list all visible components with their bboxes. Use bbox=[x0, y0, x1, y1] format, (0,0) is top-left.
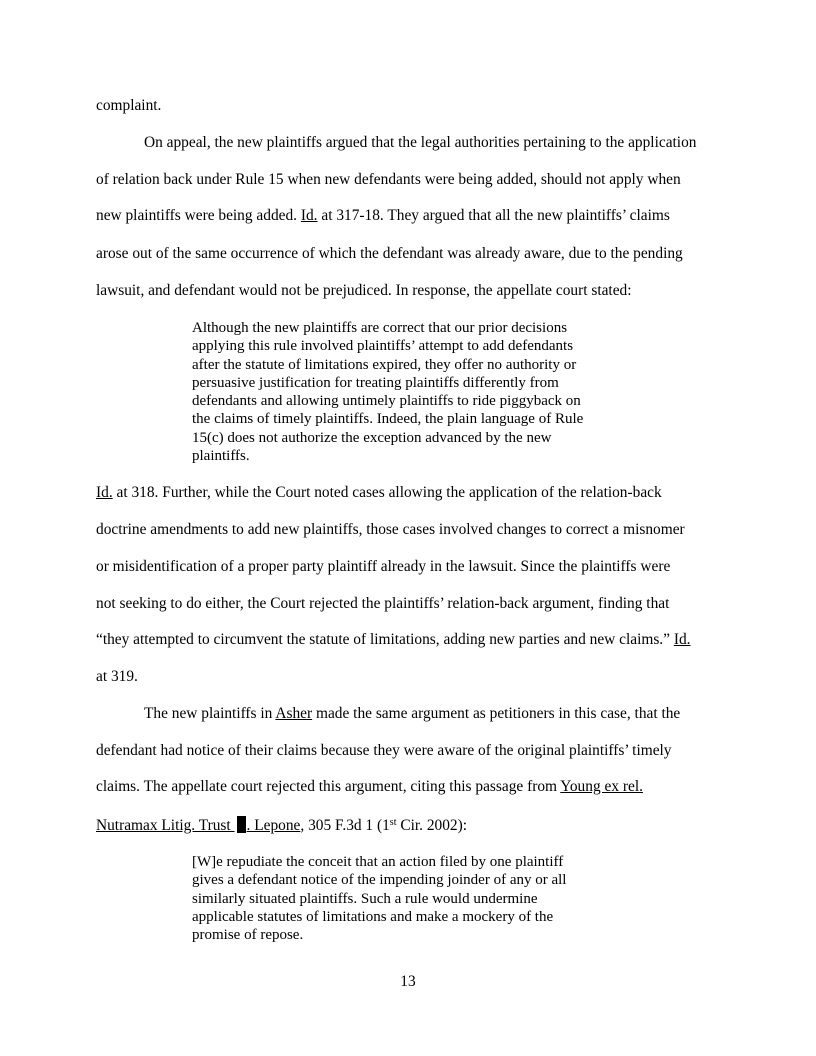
body-line bbox=[96, 282, 632, 300]
quote-line: persuasive justification for treating plaintiffs differently from bbox=[192, 374, 559, 391]
body-line bbox=[96, 558, 670, 576]
text: defendant had notice of their claims because they were aware of the original plaintiffs’ timely bbox=[96, 742, 672, 759]
body-line bbox=[96, 484, 662, 502]
body-line bbox=[96, 778, 643, 796]
body-line bbox=[96, 631, 691, 649]
text: lawsuit, and defendant would not be prejudiced. In response, the appellate court stated: bbox=[96, 282, 632, 299]
text: arose out of the same occurrence of which the defendant was already aware, due to the pending bbox=[96, 245, 683, 262]
quote-line: applying this rule involved plaintiffs’ attempt to add defendants bbox=[192, 338, 574, 355]
text: doctrine amendments to add new plaintiffs, those cases involved changes to correct a misnomer bbox=[96, 521, 685, 538]
quote-line: defendants and allowing untimely plaintiffs to ride piggyback on bbox=[192, 393, 581, 410]
quote-line: after the statute of limitations expired, they offer no authority or bbox=[192, 356, 577, 373]
quote-line: applicable statutes of limitations and make a mockery of the bbox=[192, 908, 554, 925]
quote-line: promise of repose. bbox=[192, 927, 304, 944]
text: at 319. bbox=[96, 668, 138, 685]
text: not seeking to do either, the Court rejected the plaintiffs’ relation-back argument, finding that bbox=[96, 595, 670, 612]
text: “they attempted to circumvent the statute of limitations, adding new parties and new claims.” bbox=[96, 631, 674, 648]
quote-line: 15(c) does not authorize the exception advanced by the new bbox=[192, 429, 552, 446]
quote-line: the claims of timely plaintiffs. Indeed, the plain language of Rule bbox=[192, 411, 584, 428]
body-line bbox=[96, 668, 138, 686]
body-line bbox=[96, 521, 685, 539]
quote-line: gives a defendant notice of the impending joinder of any or all bbox=[192, 872, 567, 889]
text: , 305 F.3d 1 (1 bbox=[300, 817, 390, 834]
citation-id: Id. bbox=[673, 631, 691, 648]
text: at 318. Further, while the Court noted cases allowing the application of the relation-back bbox=[112, 484, 662, 501]
redaction-block bbox=[237, 816, 246, 833]
case-name: Young ex rel. bbox=[560, 778, 643, 795]
body-line bbox=[144, 134, 696, 152]
text: Cir. 2002): bbox=[396, 817, 468, 834]
superscript: st bbox=[389, 817, 397, 828]
case-name: . Lepone bbox=[246, 817, 301, 834]
block-quote-1 bbox=[192, 319, 583, 465]
text: of relation back under Rule 15 when new defendants were being added, should not apply when bbox=[96, 171, 681, 188]
text: at 317-18. They argued that all the new plaintiffs’ claims bbox=[317, 207, 670, 224]
case-name: Nutramax Litig. Trust bbox=[96, 817, 235, 834]
block-quote-2 bbox=[192, 853, 566, 944]
body-line bbox=[96, 207, 670, 225]
text: new plaintiffs were being added. bbox=[96, 207, 301, 224]
body-line bbox=[96, 97, 161, 115]
citation-id: Id. bbox=[300, 207, 318, 224]
body-line bbox=[96, 816, 467, 835]
body-line bbox=[144, 705, 680, 723]
quote-line: plaintiffs. bbox=[192, 448, 250, 465]
case-name: Asher bbox=[275, 705, 313, 722]
text: complaint. bbox=[96, 97, 162, 114]
quote-line: similarly situated plaintiffs. Such a rule would undermine bbox=[192, 890, 538, 907]
text: On appeal, the new plaintiffs argued that the legal authorities pertaining to the application bbox=[144, 134, 697, 151]
quote-line: Although the new plaintiffs are correct that our prior decisions bbox=[192, 320, 568, 336]
quote-line: [W]e repudiate the conceit that an action filed by one plaintiff bbox=[192, 854, 564, 870]
text: or misidentification of a proper party plaintiff already in the lawsuit. Since the plaintiffs were bbox=[96, 558, 671, 575]
body-line bbox=[96, 742, 672, 760]
text: claims. The appellate court rejected this argument, citing this passage from bbox=[96, 778, 561, 795]
citation-id: Id. bbox=[96, 484, 113, 501]
text: The new plaintiffs in bbox=[144, 705, 276, 722]
body-line bbox=[96, 171, 681, 189]
body-line bbox=[96, 245, 683, 263]
body-line bbox=[96, 595, 669, 613]
page-number: 13 bbox=[400, 973, 416, 990]
text: made the same argument as petitioners in this case, that the bbox=[312, 705, 681, 722]
